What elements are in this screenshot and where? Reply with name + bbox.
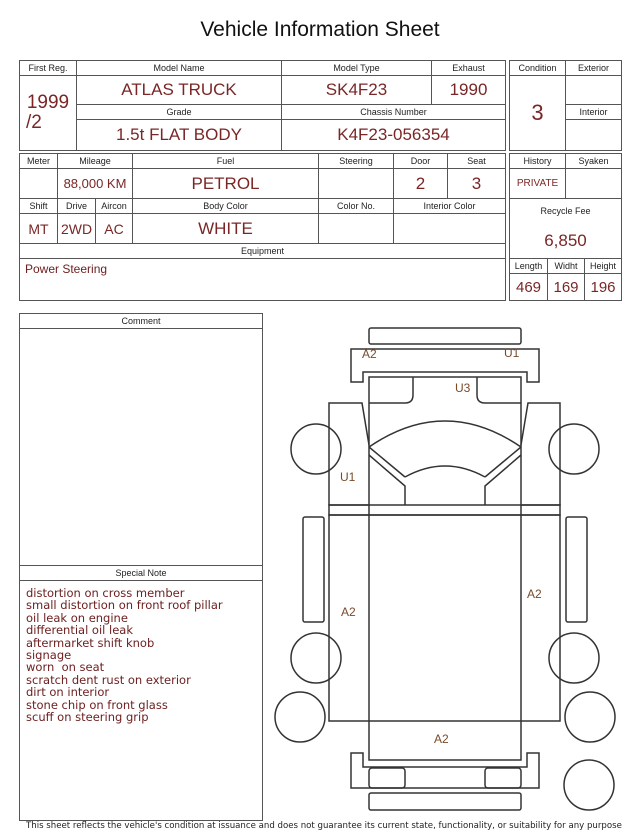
rear-bumper (351, 753, 539, 788)
mark-left-fender: U1 (340, 470, 356, 484)
rear-light-right (485, 768, 521, 788)
comment-label: Comment (19, 313, 263, 329)
history-label: History (509, 153, 566, 169)
model-name-value: ATLAS TRUCK (76, 75, 282, 105)
grade-value: 1.5t FLAT BODY (76, 119, 282, 151)
fuel-value: PETROL (132, 168, 319, 199)
rear-bar (369, 793, 521, 810)
first-reg-label: First Reg. (19, 60, 77, 76)
mark-front-left: A2 (362, 347, 377, 361)
shift-value: MT (19, 213, 58, 244)
right-panel (566, 517, 587, 622)
pillars (369, 447, 521, 505)
condition-label: Condition (509, 60, 566, 76)
hood-right (477, 377, 521, 403)
equipment-value: Power Steering (19, 258, 506, 301)
list-item: scuff on steering grip (26, 710, 149, 725)
cross-band (329, 505, 560, 515)
condition-value: 3 (509, 75, 566, 151)
list-item: scratch dent rust on exterior (26, 672, 191, 687)
exhaust-value: 1990 (431, 75, 506, 105)
chassis-label: Chassis Number (281, 104, 506, 120)
drive-label: Drive (57, 198, 96, 214)
list-item: stone chip on front glass (26, 697, 168, 712)
mark-right-side: A2 (527, 587, 542, 601)
body-color-label: Body Color (132, 198, 319, 214)
mark-rear: A2 (434, 732, 449, 746)
body-color-value: WHITE (132, 213, 319, 244)
interior-color-label: Interior Color (393, 198, 506, 214)
aircon-label: Aircon (95, 198, 133, 214)
recycle-fee-label: Recycle Fee (540, 206, 591, 217)
door-value: 2 (393, 168, 448, 199)
seat-value: 3 (447, 168, 506, 199)
model-name-label: Model Name (76, 60, 282, 76)
page-title: Vehicle Information Sheet (200, 18, 440, 41)
mileage-label: Mileage (57, 153, 133, 169)
recycle-fee-value: 6,850 (544, 230, 587, 250)
windshield-inner (405, 466, 485, 477)
rear-light-left (369, 768, 405, 788)
list-item: oil leak on engine (26, 610, 128, 625)
wheel-rear-left (291, 633, 341, 683)
special-note-label: Special Note (19, 565, 263, 581)
length-label: Length (509, 258, 548, 274)
color-no-label: Color No. (318, 198, 394, 214)
wheel-front-right (549, 424, 599, 474)
chassis-value: K4F23-056354 (281, 119, 506, 151)
width-label: Widht (547, 258, 585, 274)
mark-left-side: A2 (341, 605, 356, 619)
left-fender (329, 403, 369, 505)
equipment-label: Equipment (19, 243, 506, 259)
mark-front-right: U1 (504, 346, 520, 360)
wheel-rear-left-outer (275, 692, 325, 742)
hood-left (369, 377, 413, 403)
height-value: 196 (584, 273, 622, 301)
height-label: Height (584, 258, 622, 274)
model-type-value: SK4F23 (281, 75, 432, 105)
meter-label: Meter (19, 153, 58, 169)
list-item: signage (26, 648, 72, 663)
left-panel (303, 517, 324, 622)
list-item: differential oil leak (26, 623, 133, 638)
wheel-front-left (291, 424, 341, 474)
list-item: worn on seat (26, 660, 105, 675)
shift-label: Shift (19, 198, 58, 214)
history-value: PRIVATE (509, 168, 566, 199)
door-label: Door (393, 153, 448, 169)
first-reg-month: /2 (26, 112, 42, 133)
width-value: 169 (547, 273, 585, 301)
syaken-label: Syaken (565, 153, 622, 169)
list-item: aftermarket shift knob (26, 635, 155, 650)
steering-label: Steering (318, 153, 394, 169)
list-item: distortion on cross member (26, 586, 185, 600)
wheel-rear-right-outer (565, 692, 615, 742)
footer-disclaimer: This sheet reflects the vehicle's condition at issuance and does not guarantee its current state, functionality, or suitability for any purpose (26, 821, 622, 831)
wheel-rear-right (549, 633, 599, 683)
fuel-label: Fuel (132, 153, 319, 169)
drive-value: 2WD (57, 213, 96, 244)
exterior-label: Exterior (565, 60, 622, 76)
spare-wheel (564, 760, 614, 810)
model-type-label: Model Type (281, 60, 432, 76)
right-fender (521, 403, 560, 505)
first-reg-year: 1999 (26, 92, 70, 113)
list-item: dirt on interior (26, 685, 110, 700)
windshield (369, 421, 521, 447)
exhaust-label: Exhaust (431, 60, 506, 76)
front-bar (369, 328, 521, 344)
seat-label: Seat (447, 153, 506, 169)
mark-hood: U3 (455, 381, 471, 395)
aircon-value: AC (95, 213, 133, 244)
cargo-bed (329, 515, 560, 721)
length-value: 469 (509, 273, 548, 301)
grade-label: Grade (76, 104, 282, 120)
list-item: small distortion on front roof pillar (26, 598, 223, 613)
mileage-value: 88,000 KM (57, 168, 133, 199)
interior-label: Interior (565, 104, 622, 120)
